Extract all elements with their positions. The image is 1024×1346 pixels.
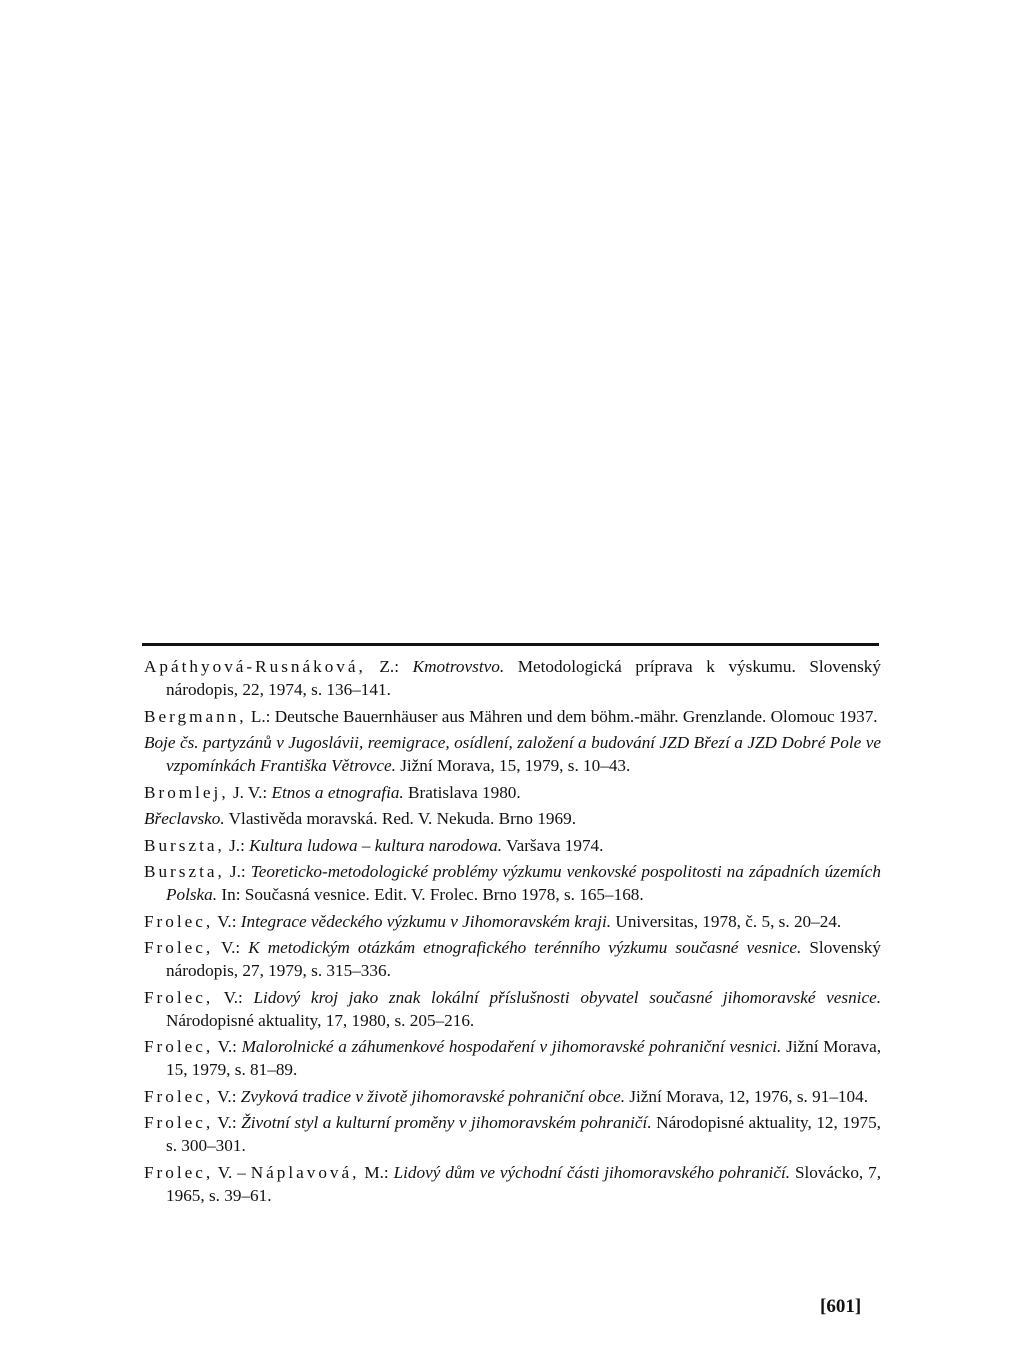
entry-initials: Z.: [365,657,413,676]
entry-title: Životní styl a kulturní proměny v jihomoravském pohraničí. [241,1113,652,1133]
entry-author: Bromlej, [144,782,229,802]
entry-initials: J. V.: [228,782,272,802]
bibliography-entry [144,655,881,701]
entry-author: Frolec, [144,1086,214,1106]
entry-author: Frolec, [144,938,214,958]
entry-initials: V. – [213,1162,251,1182]
bibliography-entry [144,731,881,777]
entry-author: Apáthyová-Rusnáková, [144,657,366,676]
entry-coauthor: Náplavová, [250,1162,360,1182]
entry-title: Kmotrovstvo. [412,657,505,676]
entry-initials: M.: [359,1162,394,1182]
entry-title: Etnos a etnografia. [271,782,404,802]
entry-details: In: Současná vesnice. Edit. V. Frolec. Brno 1978, s. 165–168. [217,885,644,905]
bibliography-entry [144,781,881,804]
entry-author: Frolec, [144,1037,214,1057]
entry-initials: V.: [213,1037,242,1057]
entry-title: Integrace vědeckého výzkumu v Jihomoravském kraji. [240,911,612,931]
entry-details: Metodologická príprava k výskumu. Slovenský národopis, 22, 1974, s. 136–141. [166,657,881,700]
entry-author: Burszta, [144,835,225,855]
entry-details: L.: Deutsche Bauernhäuser aus Mähren und dem böhm.-mähr. Grenzlande. Olomouc 1937. [246,706,878,726]
separator-rule [142,643,879,646]
entry-title: Kultura ludowa – kultura narodowa. [249,835,503,855]
entry-author: Frolec, [144,911,214,931]
entry-initials: V.: [213,1113,242,1133]
entry-initials: V.: [213,938,249,958]
entry-details: Jižní Morava, 15, 1979, s. 81–89. [166,1037,881,1080]
entry-title: Lidový dům ve východní části jihomoravského pohraničí. [393,1162,791,1182]
bibliography-entry [144,1111,881,1157]
bibliography-entry [144,910,881,933]
bibliography-entry [144,705,881,728]
bibliography-entry [144,834,881,857]
entry-details: Jižní Morava, 12, 1976, s. 91–104. [625,1086,868,1106]
bibliography-entry [144,807,881,830]
entry-author: Frolec, [144,1162,214,1182]
entry-author: Burszta, [144,862,225,882]
entry-initials: V.: [213,1086,241,1106]
entry-initials: J.: [224,835,250,855]
entry-title: Teoreticko-metodologické problémy výzkumu venkovské pospolitosti na západních územích Polska. [166,862,881,905]
bibliography-entry [144,1085,881,1108]
bibliography-entry [144,860,881,906]
entry-author: Frolec, [144,987,214,1007]
entry-title: Boje čs. partyzánů v Jugoslávii, reemigrace, osídlení, založení a budování JZD Březí a JZD Dobré Pole ve vzpomínkách Františka Větrovce. [144,733,881,776]
entry-details: Vlastivěda moravská. Red. V. Nekuda. Brno 1969. [224,809,576,829]
bibliography-entry [144,1161,881,1207]
entry-author: Frolec, [144,1113,214,1133]
entry-details: Slovácko, 7, 1965, s. 39–61. [166,1162,881,1206]
entry-details: Jižní Morava, 15, 1979, s. 10–43. [395,756,631,776]
entry-details: Universitas, 1978, č. 5, s. 20–24. [611,911,842,931]
bibliography-entry [144,1035,881,1081]
entry-initials: V.: [213,911,241,931]
entry-details: Národopisné aktuality, 17, 1980, s. 205–216. [166,1010,475,1030]
bibliography-entry [144,986,881,1032]
page-number: [601] [820,1296,862,1317]
entry-initials: V.: [213,987,254,1007]
entry-initials: J.: [224,862,251,882]
entry-title: K metodickým otázkám etnografického terénního výzkumu současné vesnice. [248,938,802,958]
bibliography-list [144,655,881,1211]
entry-title: Zvyková tradice v životě jihomoravské pohraniční obce. [240,1086,625,1106]
entry-details: Slovenský národopis, 27, 1979, s. 315–336. [166,938,881,981]
entry-details: Varšava 1974. [502,835,604,855]
entry-title: Břeclavsko. [144,809,225,829]
entry-title: Lidový kroj jako znak lokální příslušnosti obyvatel současné jihomoravské vesnice. [253,987,881,1007]
entry-details: Bratislava 1980. [403,782,521,802]
entry-details: Národopisné aktuality, 12, 1975, s. 300–301. [166,1113,881,1156]
entry-title: Malorolnické a záhumenkové hospodaření v jihomoravské pohraniční vesnici. [241,1037,782,1057]
bibliography-entry [144,936,881,982]
entry-author: Bergmann, [144,706,247,726]
